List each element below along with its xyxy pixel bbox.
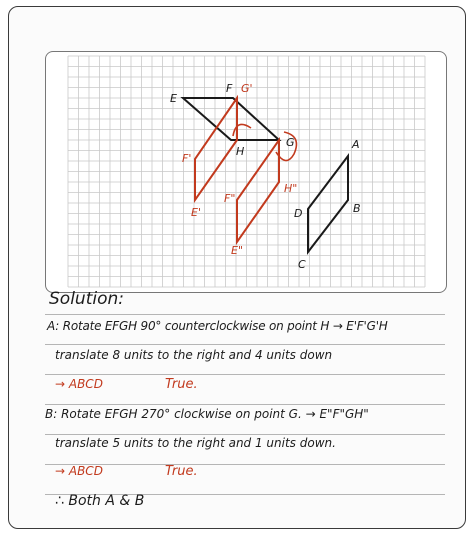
grid-diagram (46, 52, 446, 292)
rule-line (45, 404, 445, 405)
solution-b-arrow: → ABCD (55, 464, 103, 478)
label-g-prime: G' (241, 82, 253, 95)
rule-line (45, 344, 445, 345)
solution-a-arrow: → ABCD (55, 377, 103, 391)
label-e-dprime: E" (231, 244, 244, 257)
label-g: G (286, 136, 295, 149)
label-c: C (298, 258, 306, 271)
answer-card (8, 6, 466, 529)
label-f: F (226, 82, 233, 95)
label-h-dprime: H" (284, 182, 298, 195)
conclusion: ∴ Both A & B (55, 493, 145, 509)
solution-a-line2: translate 8 units to the right and 4 units down (55, 348, 333, 362)
label-h: H (236, 145, 245, 158)
rule-line (45, 374, 445, 375)
solution-b-result: True. (165, 464, 198, 479)
label-f-prime: F' (182, 152, 192, 165)
solution-heading: Solution: (49, 289, 124, 309)
label-b: B (353, 202, 361, 215)
quad-abcd (308, 156, 348, 252)
label-d: D (294, 207, 303, 220)
solution-a-result: True. (165, 377, 198, 392)
solution-a-line1: A: Rotate EFGH 90° counterclockwise on point H → E'F'G'H (47, 319, 388, 333)
solution-b-line2: translate 5 units to the right and 1 units down. (55, 436, 336, 450)
label-e: E (170, 92, 177, 105)
label-e-prime: E' (191, 206, 201, 219)
label-a: A (352, 138, 360, 151)
rule-line (45, 464, 445, 465)
label-f-dprime: F" (224, 192, 236, 205)
coordinate-grid (45, 51, 447, 293)
rule-line (45, 434, 445, 435)
rule-line (45, 314, 445, 315)
solution-b-line1: B: Rotate EFGH 270° clockwise on point G. → E"F"GH" (45, 407, 369, 421)
